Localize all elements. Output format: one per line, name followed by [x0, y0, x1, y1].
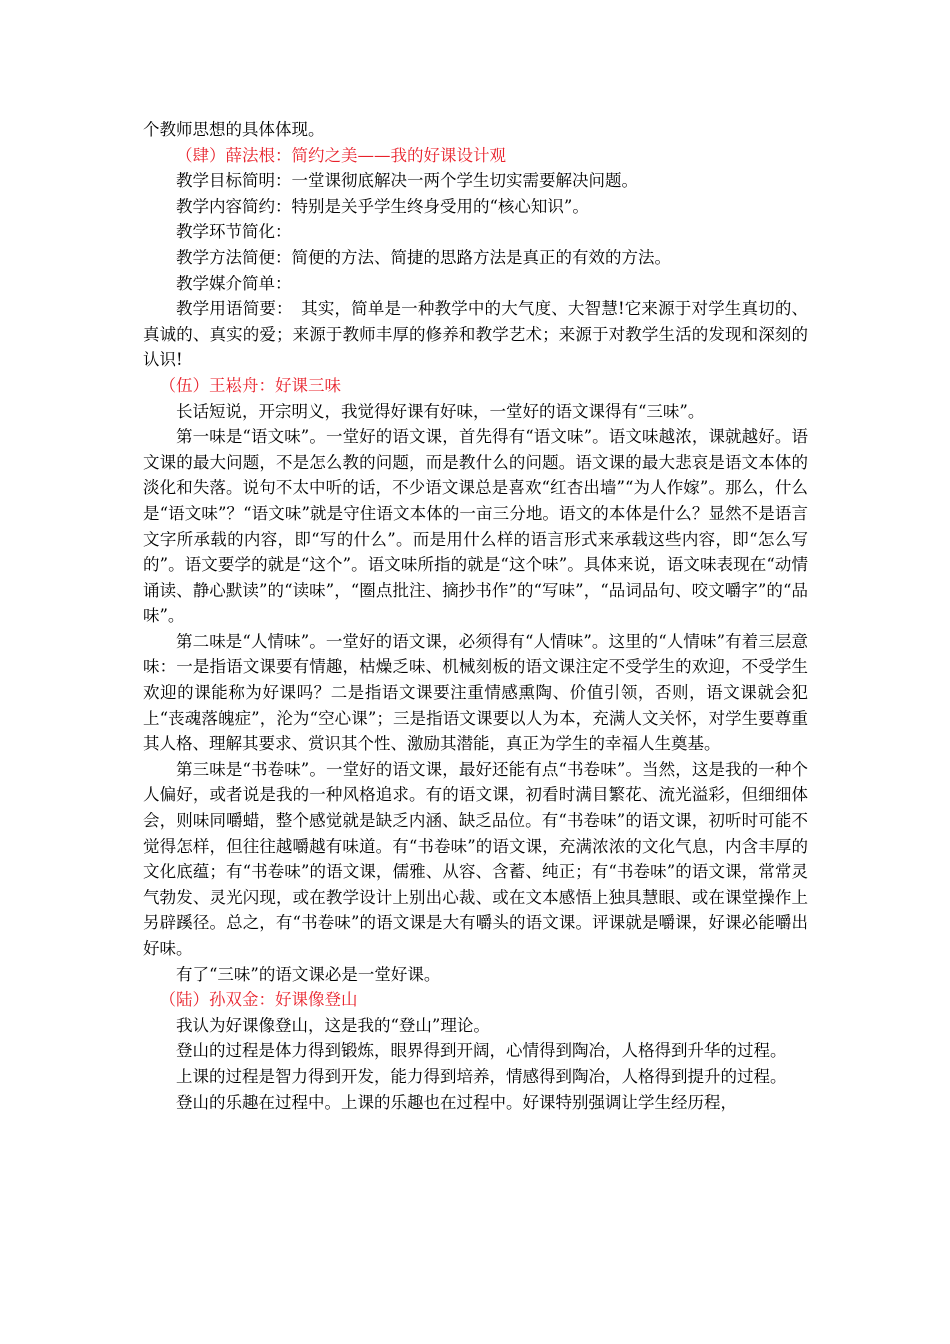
paragraph-steps: 教学环节简化：: [176, 222, 292, 242]
paragraph-method: 教学方法简便：简便的方法、简捷的思路方法是真正的有效的方法。: [176, 247, 671, 267]
section-heading-5: （伍）王崧舟：好课三味: [159, 375, 341, 395]
paragraph-content: 教学内容简约：特别是关乎学生终身受用的“核心知识”。: [176, 196, 589, 216]
paragraph-flavor-3: 第三味是“书卷味”。一堂好的语文课，最好还能有点“书卷味”。当然，这是我的一种个人偏好，或者说是我的一种风格追求。有的语文课，初看时满目繁花、流光溢彩，但细细体会，则味同嚼蜡，整个感觉就是缺乏内涵、缺乏品位。有“书卷味”的语文课，初听时可能不觉得怎样，但往往越嚼越有味道。有“书卷味”的语文课，充满浓浓的文化气息，内含丰厚的文化底蕴；有“书卷味”的语文课，儒雅、从容、含蓄、纯正；有“书卷味”的语文课，常常灵气勃发、灵光闪现，或在教学设计上别出心裁、或在文本感悟上独具慧眼、或在课堂操作上另辟蹊径。总之，有“书卷味”的语文课是大有嚼头的语文课。评课就是嚼课，好课必能嚼出好味。: [143, 759, 808, 958]
paragraph-three-flavors-conclusion: 有了“三味”的语文课必是一堂好课。: [176, 964, 441, 984]
paragraph-goal: 教学目标简明：一堂课彻底解决一两个学生切实需要解决问题。: [176, 171, 638, 191]
section-heading-6: （陆）孙双金：好课像登山: [159, 990, 358, 1010]
paragraph-three-flavors-intro: 长话短说，开宗明义，我觉得好课有好味，一堂好的语文课得有“三味”。: [176, 401, 705, 421]
paragraph-climbing-process: 登山的过程是体力得到锻炼，眼界得到开阔，心情得到陶冶，人格得到升华的过程。: [176, 1041, 787, 1061]
paragraph-mountain-theory: 我认为好课像登山，这是我的“登山”理论。: [176, 1015, 490, 1035]
paragraph-intro-tail: 个教师思想的具体体现。: [143, 120, 325, 139]
paragraph-joy-in-process: 登山的乐趣在过程中。上课的乐趣也在过程中。好课特别强调让学生经历程，: [176, 1092, 737, 1112]
paragraph-class-process: 上课的过程是智力得到开发，能力得到培养，情感得到陶冶，人格得到提升的过程。: [176, 1066, 787, 1086]
paragraph-media: 教学媒介简单：: [176, 273, 292, 293]
section-heading-4: （肆）薛法根：简约之美——我的好课设计观: [176, 145, 506, 165]
paragraph-flavor-2: 第二味是“人情味”。一堂好的语文课，必须得有“人情味”。这里的“人情味”有着三层意味：一是指语文课要有情趣，枯燥乏味、机械刻板的语文课注定不受学生的欢迎，不受学生欢迎的课能称为好课吗？二是指语文课要注重情感熏陶、价值引领，否则，语文课就会犯上“丧魂落魄症”，沦为“空心课”；三是指语文课要以人为本，充满人文关怀，对学生要尊重其人格、理解其要求、赏识其个性、激励其潜能，真正为学生的幸福人生奠基。: [143, 631, 808, 754]
paragraph-flavor-1: 第一味是“语文味”。一堂好的语文课，首先得有“语文味”。语文味越浓，课就越好。语文课的最大问题，不是怎么教的问题，而是教什么的问题。语文课的最大悲哀是语文本体的淡化和失落。说句不太中听的话，不少语文课总是喜欢“红杏出墙”“为人作嫁”。那么，什么是“语文味”？“语文味”就是守住语文本体的一亩三分地。语文的本体是什么？显然不是语言文字所承载的内容，即“写的什么”。而是用什么样的语言形式来承载这些内容，即“怎么写的”。语文要学的就是“这个”。语文味所指的就是“这个味”。具体来说，语文味表现在“动情诵读、静心默读”的“读味”，“圈点批注、摘抄书作”的“写味”，“品词品句、咬文嚼字”的“品味”。: [143, 427, 808, 626]
document-body: [143, 117, 808, 1115]
paragraph-language: 教学用语简要： 其实，简单是一种教学中的大气度、大智慧!它来源于对学生真切的、真诚的、真实的爱；来源于教师丰厚的修养和教学艺术；来源于对教学生活的发现和深刻的认识!: [143, 299, 808, 370]
